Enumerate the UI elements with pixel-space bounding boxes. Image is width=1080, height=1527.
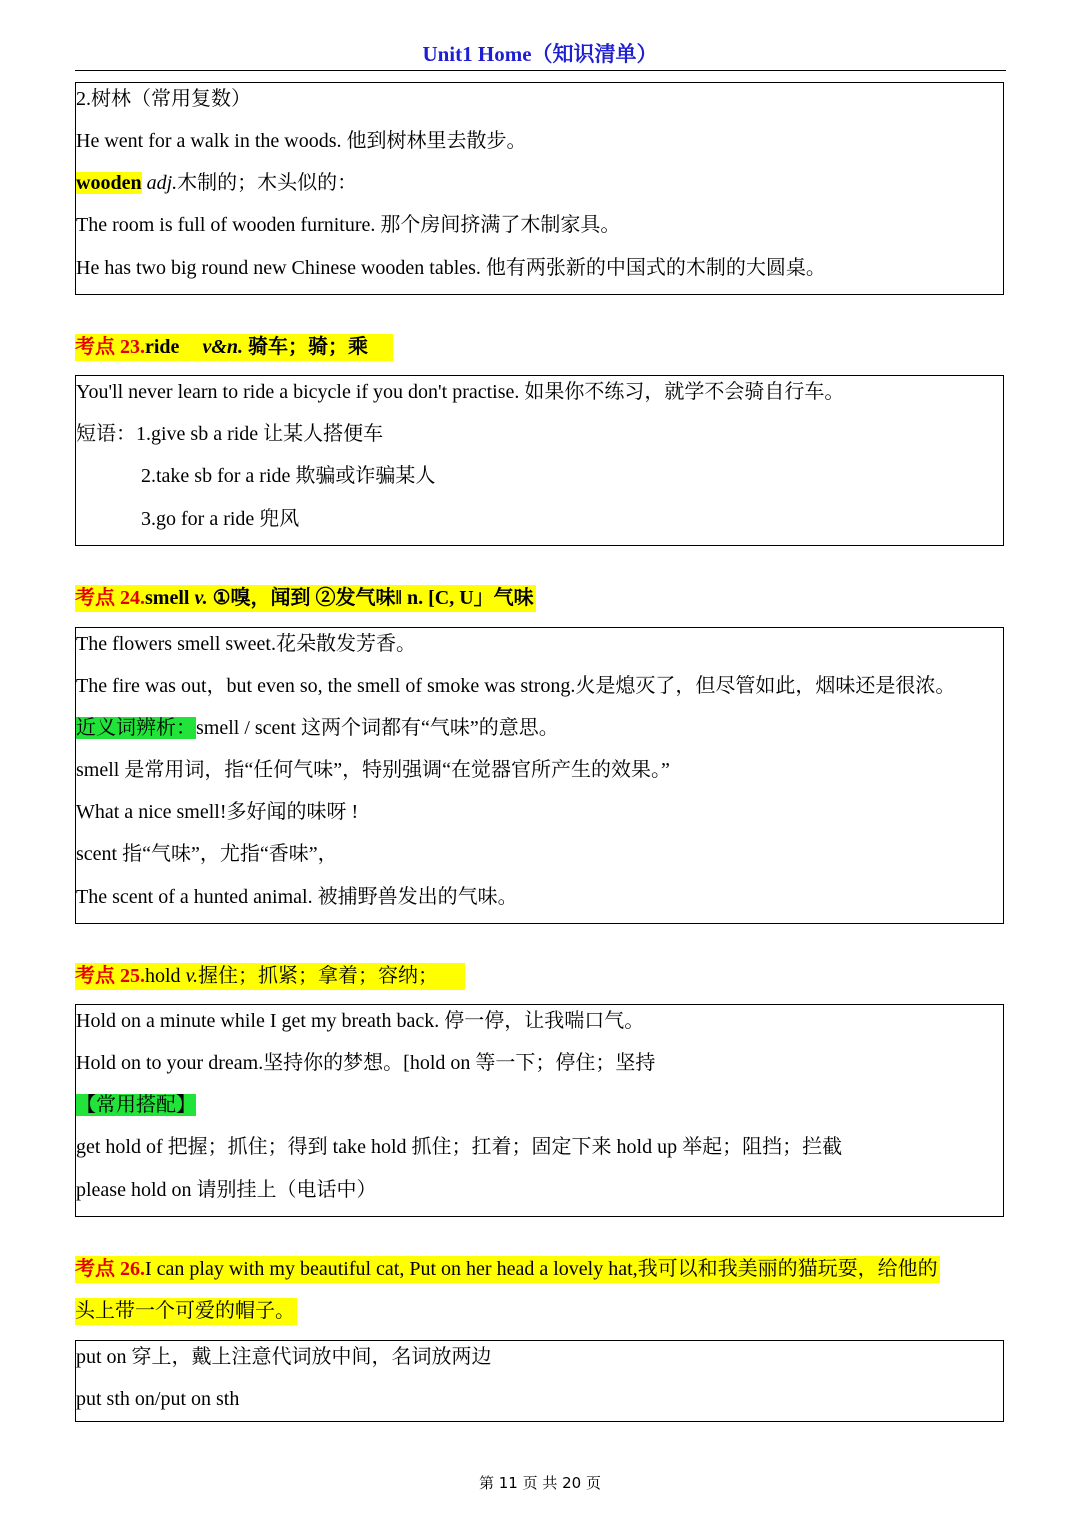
box2-line-2: 短语：1.give sb a ride 让某人搭便车: [76, 423, 384, 445]
point-25-heading: [75, 963, 465, 990]
box3-line-1: The flowers smell sweet.花朵散发芳香。: [76, 633, 416, 655]
point-25-word: hold: [145, 965, 181, 987]
box-ride: [75, 375, 1004, 546]
box4-line-4: get hold of 把握；抓住；得到 take hold 抓住；扛着；固定下来 hold up 举起；阻挡；拦截: [76, 1136, 843, 1158]
box1-line-5: He has two big round new Chinese wooden tables. 他有两张新的中国式的木制的大圆桌。: [76, 257, 826, 279]
box-smell: [75, 627, 1004, 924]
wooden-meaning: 木制的；木头似的：: [177, 172, 358, 194]
point-26-heading-line-1: [75, 1256, 940, 1283]
point-24-pos: v.: [194, 587, 208, 609]
box1-line-3: [76, 170, 357, 196]
point-23-heading: [75, 334, 393, 361]
box3-line-6: scent 指“气味”，尤指“香味”，: [76, 843, 338, 865]
box5-line-1: put on 穿上，戴上注意代词放中间，名词放两边: [76, 1346, 492, 1368]
point-26-heading-line-2: [75, 1298, 297, 1325]
point-26-text-2: 头上带一个可爱的帽子。: [75, 1300, 295, 1322]
point-24-heading: [75, 585, 536, 612]
keyword-wooden: wooden: [76, 172, 142, 194]
collocation-label: 【常用搭配】: [76, 1094, 196, 1116]
box3-line-5: What a nice smell!多好闻的味呀 !: [76, 801, 359, 823]
point-25-tag: 考点 25.: [75, 965, 145, 987]
point-26-text-1: I can play with my beautiful cat, Put on her head a lovely hat,我可以和我美丽的猫玩耍，给他的: [145, 1258, 938, 1280]
box-woods-wooden: [75, 82, 1004, 295]
box2-line-3: 2.take sb for a ride 欺骗或诈骗某人: [141, 465, 436, 487]
synonym-text: smell / scent 这两个词都有“气味”的意思。: [196, 717, 559, 739]
box-hold: [75, 1004, 1004, 1217]
point-23-meaning: 骑车；骑；乘: [248, 336, 368, 358]
box3-line-7: The scent of a hunted animal. 被捕野兽发出的气味。: [76, 886, 518, 908]
document-title: Unit1 Home（知识清单）: [422, 42, 658, 66]
box1-line-1: 2.树林（常用复数）: [76, 88, 251, 110]
point-23-pos: v&n.: [202, 336, 243, 358]
point-25-pos: v.: [185, 965, 198, 987]
box2-line-4: 3.go for a ride 兜风: [141, 508, 300, 530]
pos-adj: adj.: [146, 172, 178, 194]
point-24-word: smell: [145, 587, 190, 609]
box4-line-5: please hold on 请别挂上（电话中）: [76, 1179, 377, 1201]
box3-line-2: The fire was out，but even so, the smell of smoke was strong.火是熄灭了，但尽管如此，烟味还是很浓。: [76, 675, 956, 697]
box5-line-2: put sth on/put on sth: [76, 1388, 240, 1410]
box-put-on: [75, 1340, 1004, 1422]
box3-line-4: smell 是常用词，指“任何气味”，特别强调“在觉器官所产生的效果。”: [76, 759, 670, 781]
header-divider: [75, 70, 1006, 71]
point-23-tag: 考点 23.: [75, 336, 145, 358]
box1-line-4: The room is full of wooden furniture. 那个房间挤满了木制家具。: [76, 214, 621, 236]
point-26-tag: 考点 26.: [75, 1258, 145, 1280]
box4-line-3: [76, 1092, 196, 1118]
page-number: 第 11 页 共 20 页: [478, 1474, 601, 1492]
point-24-tag: 考点 24.: [75, 587, 145, 609]
synonym-label: 近义词辨析：: [76, 717, 196, 739]
point-25-meaning: 握住；抓紧；拿着；容纳；: [197, 965, 438, 987]
point-23-word: ride: [145, 336, 180, 358]
box4-line-1: Hold on a minute while I get my breath back. 停一停，让我喘口气。: [76, 1010, 645, 1032]
box2-line-1: You'll never learn to ride a bicycle if you don't practise. 如果你不练习，就学不会骑自行车。: [76, 381, 845, 403]
box1-line-2: He went for a walk in the woods. 他到树林里去散步。: [76, 130, 527, 152]
point-24-meaning: ①嗅，闻到 ②发气味‖ n. [C, U」气味: [212, 587, 534, 609]
box3-line-3: [76, 715, 559, 741]
box4-line-2: Hold on to your dream.坚持你的梦想。[hold on 等一下；停住；坚持: [76, 1052, 656, 1074]
